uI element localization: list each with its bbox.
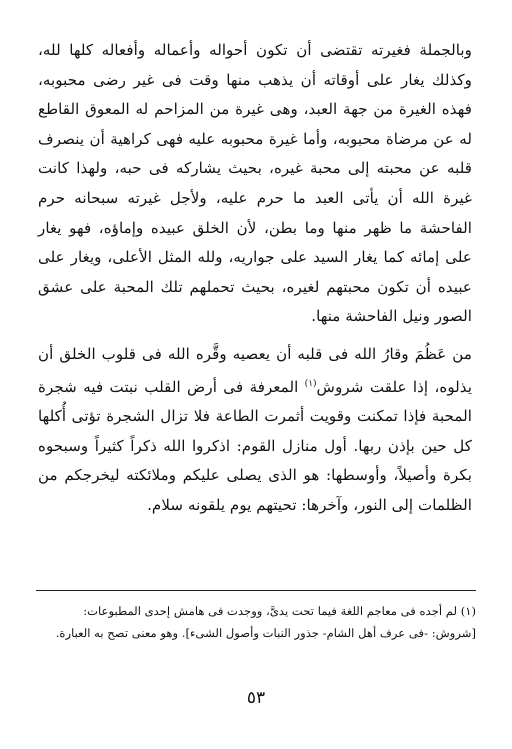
page-number: ٥٣ <box>246 688 266 708</box>
footnote-reference: (١) <box>304 378 317 389</box>
footnote-line-1: (١) لم أجده فى معاجم اللغة فيما تحت يدىَّ، ووجدت فى هامش إحدى المطبوعات: <box>83 604 476 618</box>
paragraph-2-text-end: المعرفة فى أرض القلب نبتت فيه شجرة المحبة فإذا تمكنت وقويت أثمرت الطاعة فلا تزال الشجرة تؤتى أُكلها كل حين بإذن ربها. أول منازل القوم: اذكروا الله ذكراً كثيراً وسبحوه بكرة وأصيلاً، وأوسطها: هو الذى يصلى عليكم وملائكته ليخرجكم من الظلمات إلى النور، وآخرها: تحيتهم يوم يلقونه سلام. <box>38 377 472 514</box>
footnotes <box>36 600 476 644</box>
footnote-divider <box>36 590 476 591</box>
footnote-line-2: [شروش: -فى عرف أهل الشام- جذور النبات وأصول الشىء]. وهو معنى تصح به العبارة. <box>55 626 476 640</box>
main-text <box>38 36 472 521</box>
paragraph-gap <box>38 332 472 340</box>
paragraph-2 <box>38 340 472 521</box>
paragraph-1: وبالجملة فغيرته تقتضى أن تكون أحواله وأعماله وأفعاله كلها لله، وكذلك يغار على أوقاته أن يذهب منها وقت فى غير رضى محبوبه، فهذه الغيرة من جهة العبد، وهى غيرة من المزاحم له المعوق القاطع له عن مرضاة محبوبه، وأما غيرة محبوبه عليه فهى كراهية أن ينصرف قلبه عن محبته إلى محبة غيره، بحيث يشاركه فى حبه، ولهذا كانت غيرة الله أن يأتى العبد ما حرم عليه، ولأجل غيرته سبحانه حرم الفاحشة ما ظهر منها وما بطن، لأن الخلق عبيده وإماؤه، فهو يغار على إمائه كما يغار السيد على جواريه، ولله المثل الأعلى، ويغار على عبيده أن تكون محبتهم لغيره، بحيث تحملهم تلك المحبة على عشق الصور ونيل الفاحشة منها. <box>38 41 472 326</box>
paragraph-2-text-start: من عَظُمَ وقارُ الله فى قلبه أن يعصيه وقَّره الله فى قلوب الخلق أن يذلوه، إذا علقت شروش <box>38 344 472 396</box>
